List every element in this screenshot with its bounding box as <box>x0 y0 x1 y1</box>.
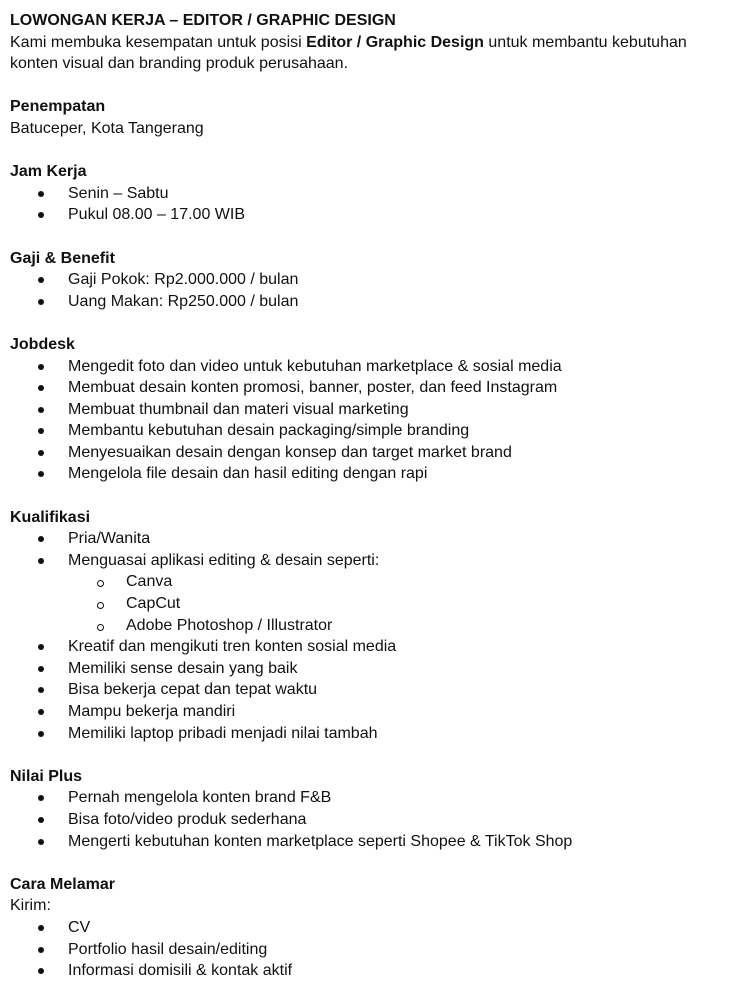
list-item <box>10 787 746 809</box>
intro-text-line2: konten visual dan branding produk perusahaan. <box>10 55 349 73</box>
list-item <box>10 356 746 378</box>
jobdesk-list <box>10 356 746 486</box>
cara-melamar-lead: Kirim: <box>10 897 51 915</box>
bullet-icon <box>38 968 44 974</box>
list-item <box>10 831 746 853</box>
bullet-icon <box>38 925 44 931</box>
section-nilai-plus <box>10 766 746 852</box>
list-item-text: Bisa foto/video produk sederhana <box>68 810 307 828</box>
list-item <box>10 291 746 313</box>
bullet-icon <box>38 471 44 477</box>
kualifikasi-list-continued <box>10 636 746 744</box>
sublist-item-text: Adobe Photoshop / Illustrator <box>126 616 333 634</box>
list-item-text: Membantu kebutuhan desain packaging/simple branding <box>68 422 470 440</box>
list-item-text: Mengedit foto dan video untuk kebutuhan marketplace & sosial media <box>68 357 562 375</box>
sublist-item <box>10 571 746 593</box>
list-item-text: Mengelola file desain dan hasil editing dengan rapi <box>68 465 428 483</box>
list-item-text: Menguasai aplikasi editing & desain seperti: <box>68 551 380 569</box>
section-cara-melamar <box>10 874 746 982</box>
circle-bullet-icon <box>97 580 104 587</box>
jam-kerja-list <box>10 183 746 226</box>
bullet-icon <box>38 364 44 370</box>
bullet-icon <box>38 407 44 413</box>
bullet-icon <box>38 191 44 197</box>
list-item-text: CV <box>68 918 91 936</box>
heading-penempatan: Penempatan <box>10 98 106 116</box>
list-item-text: Menyesuaikan desain dengan konsep dan target market brand <box>68 443 512 461</box>
list-item <box>10 463 746 485</box>
sublist-item <box>10 593 746 615</box>
cara-melamar-list <box>10 917 746 982</box>
list-item <box>10 528 746 550</box>
intro-paragraph <box>10 32 746 75</box>
circle-bullet-icon <box>97 624 104 631</box>
bullet-icon <box>38 450 44 456</box>
bullet-icon <box>38 839 44 845</box>
list-item <box>10 550 746 572</box>
section-kualifikasi <box>10 507 746 745</box>
intro-text-before: Kami membuka kesempatan untuk posisi <box>10 33 307 51</box>
list-item-text: Membuat thumbnail dan materi visual marketing <box>68 400 409 418</box>
bullet-icon <box>38 385 44 391</box>
list-item <box>10 636 746 658</box>
list-item-text: Gaji Pokok: Rp2.000.000 / bulan <box>68 271 299 289</box>
section-gaji-benefit <box>10 248 746 313</box>
list-item-text: Memiliki laptop pribadi menjadi nilai tambah <box>68 724 378 742</box>
list-item-text: Kreatif dan mengikuti tren konten sosial media <box>68 638 397 656</box>
list-item <box>10 377 746 399</box>
heading-nilai-plus: Nilai Plus <box>10 767 83 785</box>
penempatan-value: Batuceper, Kota Tangerang <box>10 119 204 137</box>
intro-text-after: untuk membantu kebutuhan <box>483 33 687 51</box>
bullet-icon <box>38 947 44 953</box>
bullet-icon <box>38 709 44 715</box>
heading-jobdesk: Jobdesk <box>10 335 75 353</box>
intro-position-name: Editor / Graphic Design <box>306 33 484 51</box>
heading-cara-melamar: Cara Melamar <box>10 875 115 893</box>
list-item-text: Informasi domisili & kontak aktif <box>68 962 293 980</box>
list-item-text: Mengerti kebutuhan konten marketplace seperti Shopee & TikTok Shop <box>68 832 573 850</box>
list-item-text: Uang Makan: Rp250.000 / bulan <box>68 292 299 310</box>
bullet-icon <box>38 644 44 650</box>
list-item-text: Bisa bekerja cepat dan tepat waktu <box>68 681 318 699</box>
gaji-list <box>10 269 746 312</box>
list-item <box>10 701 746 723</box>
bullet-icon <box>38 731 44 737</box>
sublist-item-text: Canva <box>126 573 173 591</box>
section-jobdesk <box>10 334 746 485</box>
list-item <box>10 420 746 442</box>
bullet-icon <box>38 795 44 801</box>
list-item-text: Pria/Wanita <box>68 530 151 548</box>
bullet-icon <box>38 277 44 283</box>
bullet-icon <box>38 299 44 305</box>
sublist-item-text: CapCut <box>126 595 181 613</box>
bullet-icon <box>38 428 44 434</box>
bullet-icon <box>38 558 44 564</box>
list-item-text: Portfolio hasil desain/editing <box>68 940 268 958</box>
kualifikasi-list <box>10 528 746 571</box>
software-sublist <box>10 571 746 636</box>
list-item-text: Pukul 08.00 – 17.00 WIB <box>68 206 245 224</box>
list-item <box>10 204 746 226</box>
heading-jam-kerja: Jam Kerja <box>10 163 87 181</box>
bullet-icon <box>38 666 44 672</box>
heading-gaji-benefit: Gaji & Benefit <box>10 249 115 267</box>
nilai-plus-list <box>10 787 746 852</box>
heading-kualifikasi: Kualifikasi <box>10 508 91 526</box>
page-title: LOWONGAN KERJA – EDITOR / GRAPHIC DESIGN <box>10 12 396 29</box>
list-item <box>10 658 746 680</box>
list-item <box>10 442 746 464</box>
circle-bullet-icon <box>97 602 104 609</box>
list-item <box>10 269 746 291</box>
bullet-icon <box>38 212 44 218</box>
list-item-text: Mampu bekerja mandiri <box>68 703 236 720</box>
list-item <box>10 723 746 745</box>
bullet-icon <box>38 817 44 823</box>
list-item-text: Memiliki sense desain yang baik <box>68 659 298 677</box>
list-item <box>10 183 746 205</box>
list-item <box>10 917 746 939</box>
list-item <box>10 679 746 701</box>
section-penempatan <box>10 96 746 139</box>
list-item <box>10 960 746 982</box>
list-item <box>10 809 746 831</box>
section-jam-kerja <box>10 161 746 226</box>
list-item-text: Membuat desain konten promosi, banner, poster, dan feed Instagram <box>68 379 558 397</box>
list-item <box>10 939 746 961</box>
list-item <box>10 399 746 421</box>
bullet-icon <box>38 536 44 542</box>
bullet-icon <box>38 687 44 693</box>
sublist-item <box>10 615 746 637</box>
list-item-text: Pernah mengelola konten brand F&B <box>68 789 332 807</box>
list-item-text: Senin – Sabtu <box>68 184 169 202</box>
